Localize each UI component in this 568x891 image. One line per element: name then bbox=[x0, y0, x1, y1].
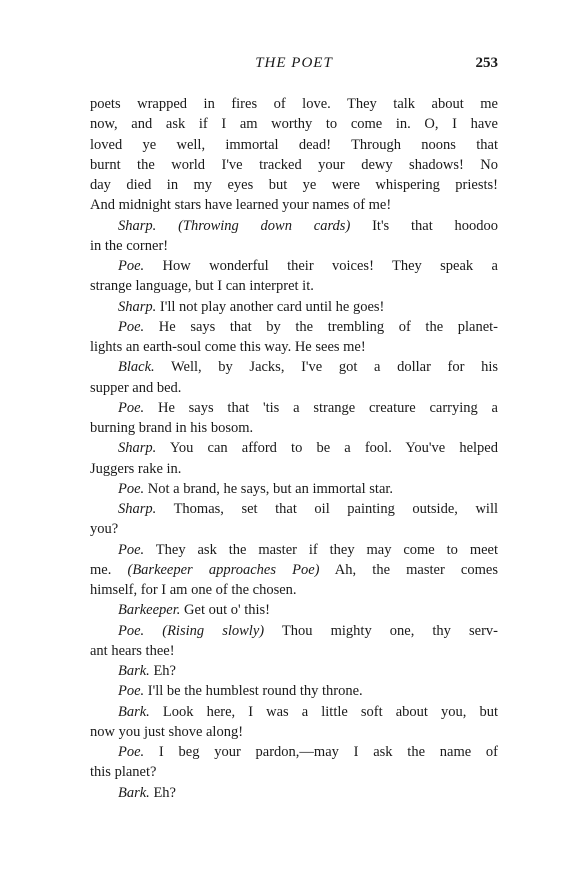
dialogue-text: How wonderful their voices! They speak a bbox=[144, 258, 498, 274]
dialogue-text: strange language, but I can interpret it. bbox=[90, 278, 314, 295]
text-line bbox=[90, 580, 498, 600]
text-line bbox=[90, 337, 498, 357]
speaker-name: Poe. bbox=[118, 622, 145, 639]
text-line bbox=[90, 702, 498, 722]
dialogue-text: It's that hoodoo bbox=[350, 217, 499, 234]
dialogue-text: He says that 'tis a strange creature carrying a bbox=[144, 399, 498, 416]
dialogue-text: You can afford to be a fool. You've helped bbox=[156, 440, 498, 457]
dialogue-text: He says that by the trembling of the planet- bbox=[144, 318, 498, 335]
speaker-name: Bark. bbox=[118, 703, 150, 720]
text-line bbox=[90, 398, 498, 418]
dialogue-text: now, and ask if I am worthy to come in. O, I have bbox=[90, 116, 498, 133]
text-line bbox=[90, 459, 498, 479]
dialogue-text: They ask the master if they may come to meet bbox=[144, 541, 498, 558]
dialogue-text: himself, for I am one of the chosen. bbox=[90, 582, 297, 598]
page-number: 253 bbox=[475, 55, 498, 71]
text-line bbox=[90, 236, 498, 256]
text-line bbox=[90, 681, 498, 701]
text-line bbox=[90, 135, 498, 155]
text-line bbox=[90, 357, 498, 377]
speaker-name: Poe. bbox=[118, 258, 145, 274]
dialogue-text: me. bbox=[90, 561, 128, 578]
text-line bbox=[90, 560, 498, 580]
text-line bbox=[90, 661, 498, 681]
text-line bbox=[90, 438, 498, 458]
text-line bbox=[90, 600, 498, 620]
speaker-name: Poe. bbox=[118, 683, 145, 700]
speaker-name: Poe. bbox=[118, 318, 145, 335]
dialogue-text: Get out o' this! bbox=[180, 602, 271, 619]
speaker-name: Sharp. bbox=[118, 298, 157, 315]
dialogue-text: burnt the world I've tracked your dewy shadows! No bbox=[90, 156, 498, 173]
running-head-title: THE POET bbox=[255, 55, 333, 71]
dialogue-text: ant hears thee! bbox=[90, 642, 175, 659]
dialogue-text: Thou mighty one, thy serv- bbox=[264, 622, 498, 639]
text-line bbox=[90, 317, 498, 337]
dialogue-text: Well, by Jacks, I've got a dollar for his bbox=[154, 359, 498, 376]
speaker-name: Poe. bbox=[118, 541, 145, 558]
play-text bbox=[90, 94, 498, 803]
text-line bbox=[90, 216, 498, 236]
speaker-name: Poe. bbox=[118, 744, 145, 760]
text-line bbox=[90, 621, 498, 641]
dialogue-text: Eh? bbox=[149, 663, 176, 679]
text-line bbox=[90, 479, 498, 499]
stage-direction: (Barkeeper approaches Poe) bbox=[127, 561, 320, 578]
speaker-name: Sharp. bbox=[118, 501, 157, 517]
dialogue-text: day died in my eyes but ye were whispering priests! bbox=[90, 177, 498, 193]
text-line bbox=[90, 94, 498, 114]
dialogue-text: Juggers rake in. bbox=[90, 460, 182, 477]
stage-direction: (Throwing down cards) bbox=[178, 217, 351, 234]
dialogue-text: now you just shove along! bbox=[90, 723, 244, 740]
text-line bbox=[90, 783, 498, 803]
text-line bbox=[90, 175, 498, 195]
dialogue-text: loved ye well, immortal dead! Through noons that bbox=[90, 136, 498, 153]
speaker-name: Poe. bbox=[118, 480, 145, 497]
dialogue-text: supper and bed. bbox=[90, 379, 182, 396]
dialogue-text: burning brand in his bosom. bbox=[90, 420, 254, 436]
text-line bbox=[90, 540, 498, 560]
text-line bbox=[90, 722, 498, 742]
text-line bbox=[90, 499, 498, 519]
dialogue-text bbox=[144, 623, 162, 639]
dialogue-text: you? bbox=[90, 521, 119, 538]
dialogue-text bbox=[156, 218, 178, 234]
stage-direction: (Rising slowly) bbox=[162, 622, 265, 639]
text-line bbox=[90, 378, 498, 398]
speaker-name: Poe. bbox=[118, 399, 145, 416]
text-line bbox=[90, 762, 498, 782]
text-line bbox=[90, 276, 498, 296]
speaker-name: Bark. bbox=[118, 663, 150, 679]
dialogue-text: Look here, I was a little soft about you, but bbox=[149, 703, 498, 720]
text-line bbox=[90, 256, 498, 276]
dialogue-text: Eh? bbox=[149, 784, 176, 801]
dialogue-text: Ah, the master comes bbox=[319, 561, 498, 578]
dialogue-text: in the corner! bbox=[90, 237, 169, 254]
speaker-name: Bark. bbox=[118, 784, 150, 801]
dialogue-text: I'll not play another card until he goes! bbox=[156, 298, 385, 315]
dialogue-text: I'll be the humblest round thy throne. bbox=[144, 683, 363, 700]
text-line bbox=[90, 195, 498, 215]
speaker-name: Barkeeper. bbox=[118, 602, 181, 619]
dialogue-text: And midnight stars have learned your names of me! bbox=[90, 197, 392, 214]
text-line bbox=[90, 641, 498, 661]
speaker-name: Sharp. bbox=[118, 440, 157, 457]
text-line bbox=[90, 297, 498, 317]
speaker-name: Sharp. bbox=[118, 217, 157, 234]
speaker-name: Black. bbox=[118, 359, 155, 376]
text-line bbox=[90, 114, 498, 134]
text-line bbox=[90, 742, 498, 762]
dialogue-text: this planet? bbox=[90, 764, 157, 781]
running-head bbox=[90, 55, 498, 77]
dialogue-text: poets wrapped in fires of love. They talk about me bbox=[90, 96, 498, 112]
text-line bbox=[90, 519, 498, 539]
dialogue-text: Not a brand, he says, but an immortal star. bbox=[144, 480, 394, 497]
dialogue-text: Thomas, set that oil painting outside, will bbox=[156, 501, 498, 517]
text-line bbox=[90, 155, 498, 175]
text-line bbox=[90, 418, 498, 438]
dialogue-text: lights an earth-soul come this way. He sees me! bbox=[90, 339, 366, 355]
dialogue-text: I beg your pardon,—may I ask the name of bbox=[144, 744, 498, 760]
